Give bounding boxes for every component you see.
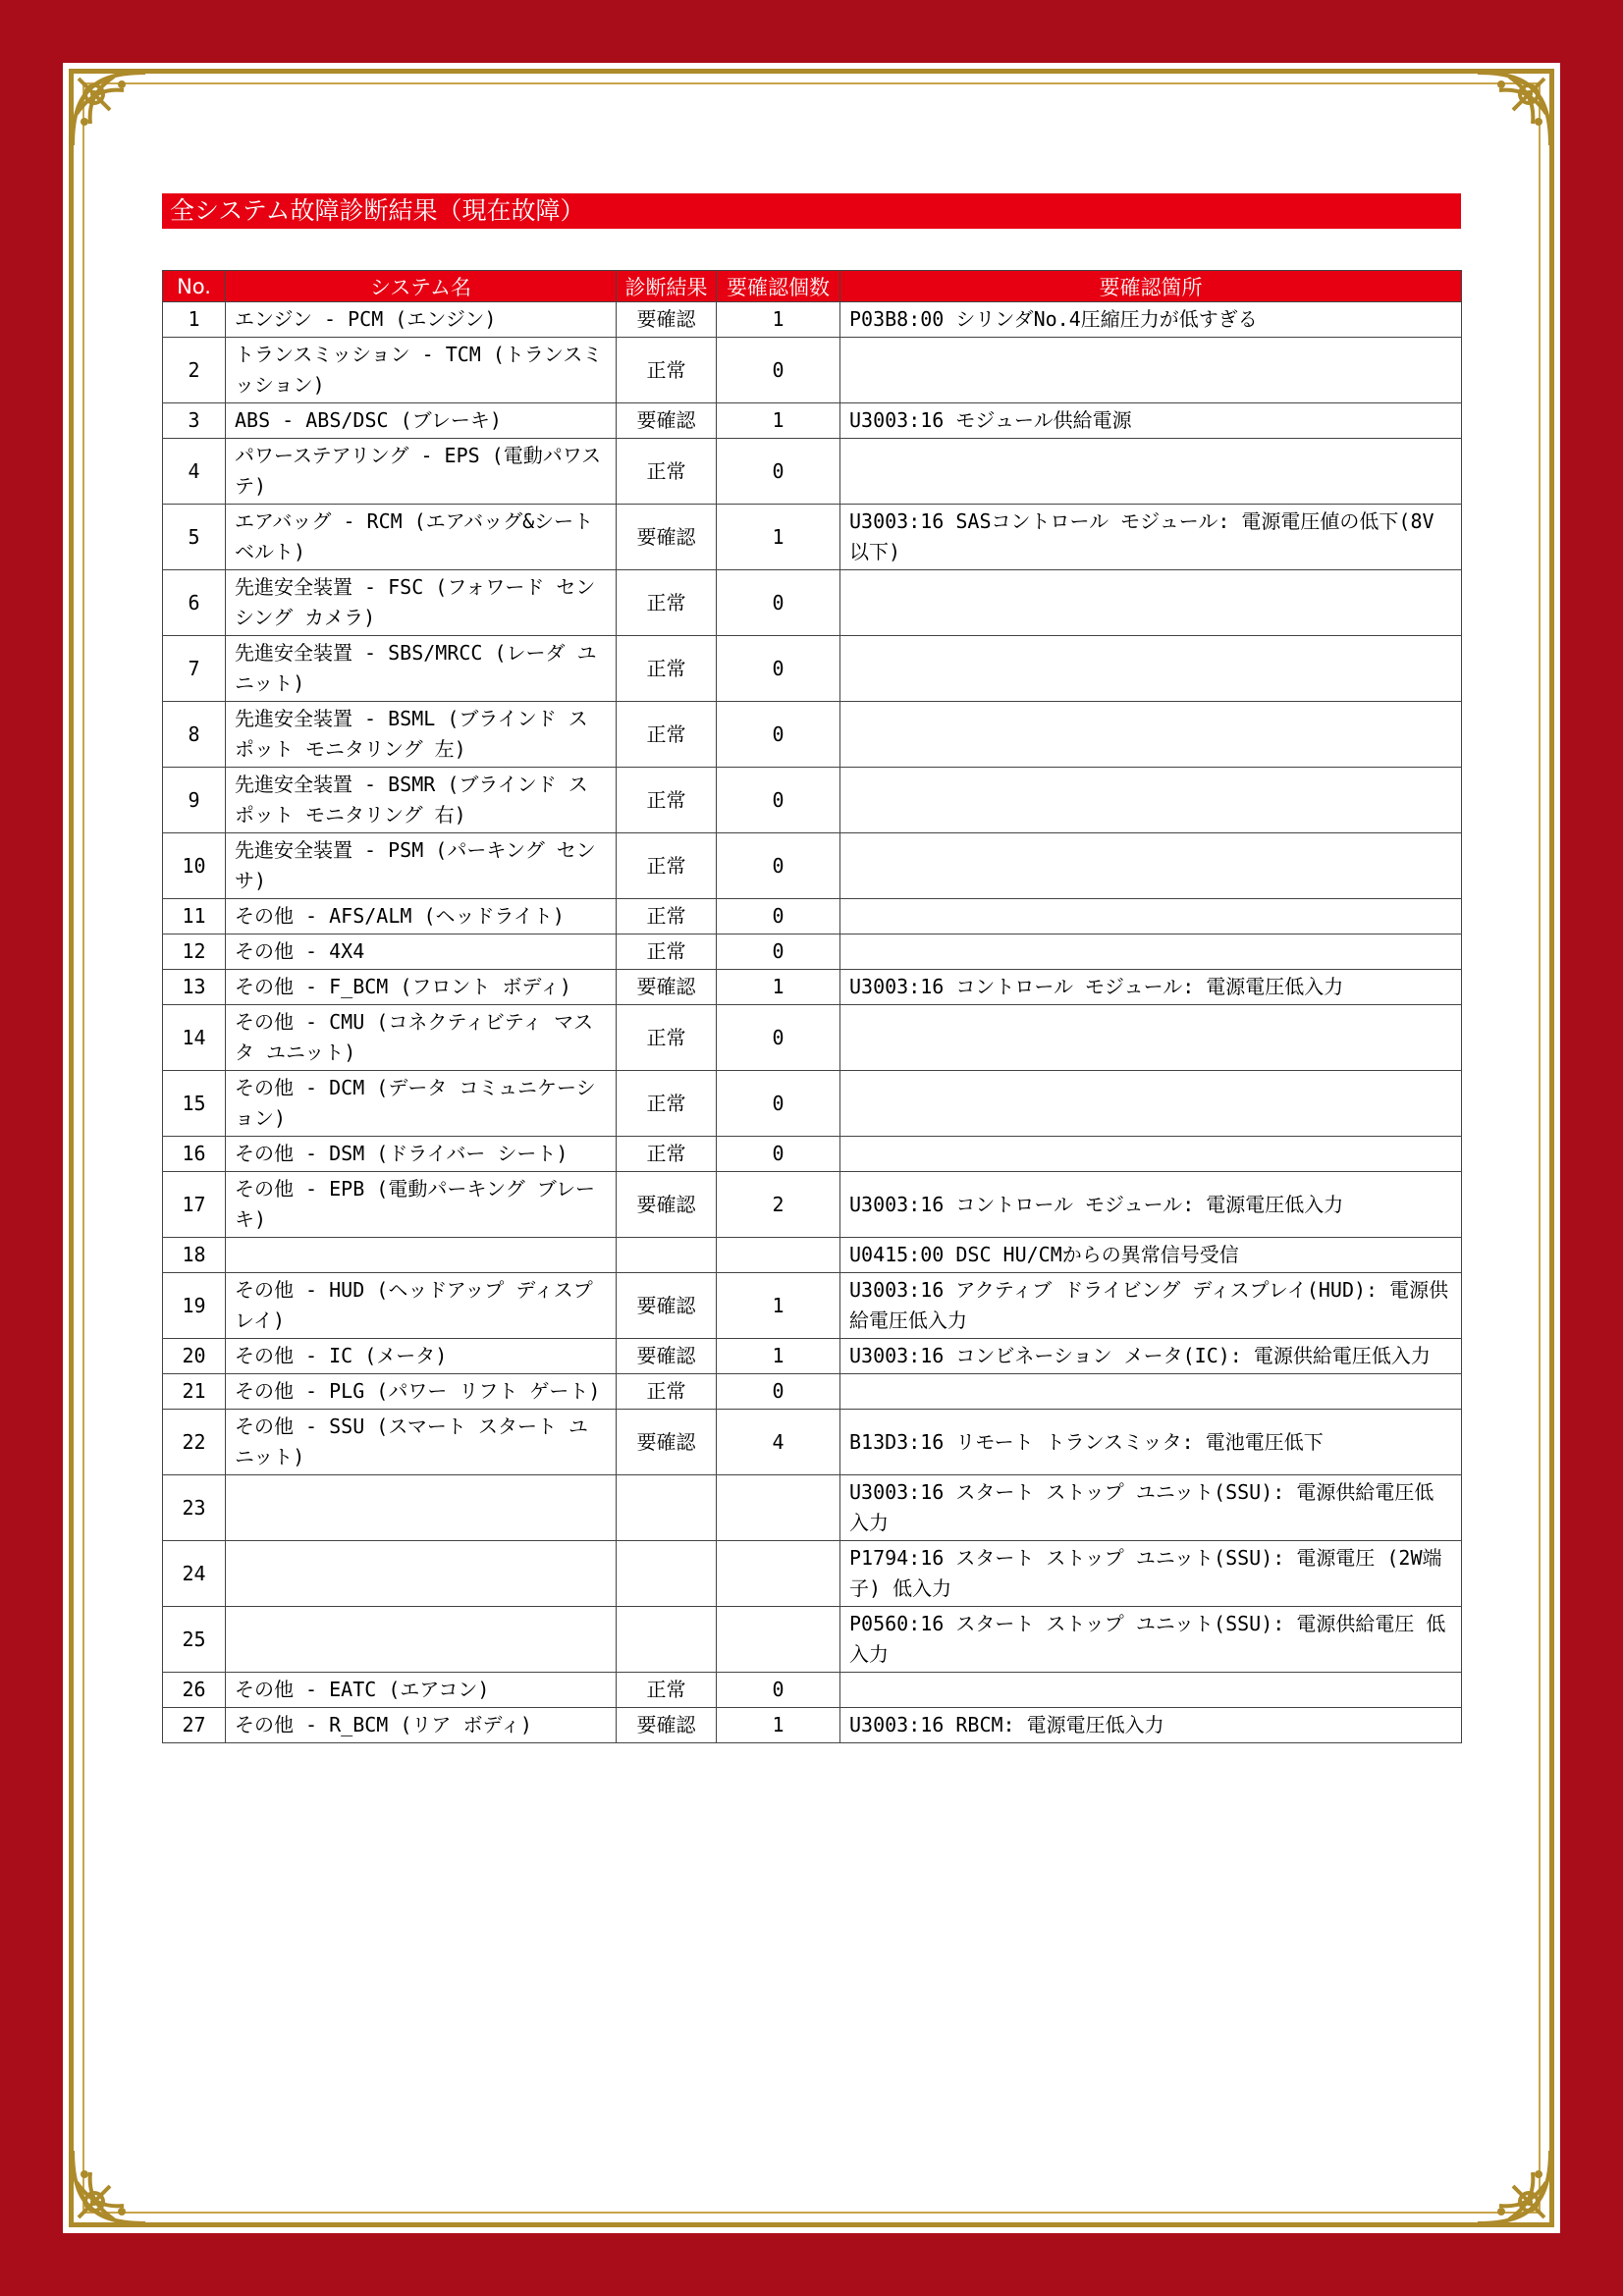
check-detail bbox=[840, 1071, 1462, 1137]
table-row bbox=[163, 505, 1462, 570]
corner-ornament-icon bbox=[1470, 65, 1558, 153]
table-row bbox=[163, 1005, 1462, 1071]
column-header-detail: 要確認箇所 bbox=[840, 271, 1462, 302]
check-detail bbox=[840, 1673, 1462, 1708]
row-no: 1 bbox=[163, 302, 226, 338]
system-name: 先進安全装置 - SBS/MRCC (レーダ ユニット) bbox=[226, 636, 617, 702]
diagnosis-result: 要確認 bbox=[617, 970, 717, 1005]
system-name bbox=[226, 1475, 617, 1541]
table-row bbox=[163, 1339, 1462, 1374]
check-detail: U3003:16 SASコントロール モジュール: 電源電圧値の低下(8V以下) bbox=[840, 505, 1462, 570]
check-count: 1 bbox=[717, 403, 840, 439]
check-detail bbox=[840, 1005, 1462, 1071]
table-row bbox=[163, 439, 1462, 505]
row-no: 7 bbox=[163, 636, 226, 702]
check-detail bbox=[840, 768, 1462, 833]
check-count: 1 bbox=[717, 970, 840, 1005]
column-header-result: 診断結果 bbox=[617, 271, 717, 302]
diagnosis-table bbox=[162, 270, 1462, 1743]
table-row bbox=[163, 1607, 1462, 1673]
check-detail: U3003:16 コントロール モジュール: 電源電圧低入力 bbox=[840, 970, 1462, 1005]
check-detail: U3003:16 アクティブ ドライビング ディスプレイ(HUD): 電源供給電圧低入力 bbox=[840, 1273, 1462, 1339]
check-detail bbox=[840, 439, 1462, 505]
row-no: 22 bbox=[163, 1410, 226, 1475]
row-no: 19 bbox=[163, 1273, 226, 1339]
diagnosis-result: 正常 bbox=[617, 934, 717, 970]
check-detail bbox=[840, 702, 1462, 768]
row-no: 21 bbox=[163, 1374, 226, 1410]
check-count bbox=[717, 1541, 840, 1607]
corner-ornament-icon bbox=[65, 65, 153, 153]
system-name: その他 - DSM (ドライバー シート) bbox=[226, 1137, 617, 1172]
row-no: 18 bbox=[163, 1238, 226, 1273]
system-name: 先進安全装置 - FSC (フォワード センシング カメラ) bbox=[226, 570, 617, 636]
check-detail bbox=[840, 636, 1462, 702]
diagnosis-result: 正常 bbox=[617, 570, 717, 636]
system-name: パワーステアリング - EPS (電動パワステ) bbox=[226, 439, 617, 505]
diagnosis-result: 正常 bbox=[617, 1673, 717, 1708]
row-no: 23 bbox=[163, 1475, 226, 1541]
table-row bbox=[163, 1273, 1462, 1339]
row-no: 10 bbox=[163, 833, 226, 899]
check-detail bbox=[840, 899, 1462, 934]
check-count: 4 bbox=[717, 1410, 840, 1475]
diagnosis-result: 正常 bbox=[617, 1071, 717, 1137]
table-row bbox=[163, 1410, 1462, 1475]
system-name: その他 - IC (メータ) bbox=[226, 1339, 617, 1374]
system-name: 先進安全装置 - BSML (ブラインド スポット モニタリング 左) bbox=[226, 702, 617, 768]
check-detail: U3003:16 スタート ストップ ユニット(SSU): 電源供給電圧低入力 bbox=[840, 1475, 1462, 1541]
diagnosis-result: 要確認 bbox=[617, 1339, 717, 1374]
diagnosis-result: 要確認 bbox=[617, 1708, 717, 1743]
check-detail: U3003:16 モジュール供給電源 bbox=[840, 403, 1462, 439]
system-name: その他 - DCM (データ コミュニケーション) bbox=[226, 1071, 617, 1137]
table-row bbox=[163, 1238, 1462, 1273]
check-count: 0 bbox=[717, 338, 840, 403]
check-detail: P03B8:00 シリンダNo.4圧縮圧力が低すぎる bbox=[840, 302, 1462, 338]
diagnosis-result: 正常 bbox=[617, 338, 717, 403]
table-row bbox=[163, 1172, 1462, 1238]
system-name: ABS - ABS/DSC (ブレーキ) bbox=[226, 403, 617, 439]
check-detail bbox=[840, 570, 1462, 636]
diagnosis-result: 正常 bbox=[617, 439, 717, 505]
column-header-count: 要確認個数 bbox=[717, 271, 840, 302]
check-detail: U3003:16 コンビネーション メータ(IC): 電源供給電圧低入力 bbox=[840, 1339, 1462, 1374]
check-detail: U3003:16 コントロール モジュール: 電源電圧低入力 bbox=[840, 1172, 1462, 1238]
check-detail bbox=[840, 833, 1462, 899]
system-name: その他 - CMU (コネクティビティ マスタ ユニット) bbox=[226, 1005, 617, 1071]
check-detail bbox=[840, 338, 1462, 403]
check-count: 2 bbox=[717, 1172, 840, 1238]
row-no: 9 bbox=[163, 768, 226, 833]
check-count: 1 bbox=[717, 505, 840, 570]
system-name bbox=[226, 1541, 617, 1607]
check-detail: U3003:16 RBCM: 電源電圧低入力 bbox=[840, 1708, 1462, 1743]
row-no: 11 bbox=[163, 899, 226, 934]
check-detail bbox=[840, 934, 1462, 970]
row-no: 14 bbox=[163, 1005, 226, 1071]
check-count: 0 bbox=[717, 439, 840, 505]
diagnosis-result: 正常 bbox=[617, 702, 717, 768]
diagnosis-result: 要確認 bbox=[617, 403, 717, 439]
system-name: その他 - 4X4 bbox=[226, 934, 617, 970]
diagnosis-result: 正常 bbox=[617, 1374, 717, 1410]
row-no: 26 bbox=[163, 1673, 226, 1708]
row-no: 17 bbox=[163, 1172, 226, 1238]
diagnosis-result: 要確認 bbox=[617, 1172, 717, 1238]
table-row bbox=[163, 1541, 1462, 1607]
diagnosis-result: 要確認 bbox=[617, 302, 717, 338]
system-name: その他 - AFS/ALM (ヘッドライト) bbox=[226, 899, 617, 934]
system-name: その他 - EPB (電動パーキング ブレーキ) bbox=[226, 1172, 617, 1238]
row-no: 6 bbox=[163, 570, 226, 636]
system-name: その他 - PLG (パワー リフト ゲート) bbox=[226, 1374, 617, 1410]
row-no: 16 bbox=[163, 1137, 226, 1172]
check-count: 1 bbox=[717, 1708, 840, 1743]
row-no: 4 bbox=[163, 439, 226, 505]
row-no: 24 bbox=[163, 1541, 226, 1607]
system-name: 先進安全装置 - PSM (パーキング センサ) bbox=[226, 833, 617, 899]
diagnosis-result bbox=[617, 1475, 717, 1541]
system-name: その他 - R_BCM (リア ボディ) bbox=[226, 1708, 617, 1743]
check-detail: P1794:16 スタート ストップ ユニット(SSU): 電源電圧 (2W端子) 低入力 bbox=[840, 1541, 1462, 1607]
check-detail: B13D3:16 リモート トランスミッタ: 電池電圧低下 bbox=[840, 1410, 1462, 1475]
diagnosis-result: 要確認 bbox=[617, 1273, 717, 1339]
check-count: 0 bbox=[717, 570, 840, 636]
row-no: 5 bbox=[163, 505, 226, 570]
check-detail: P0560:16 スタート ストップ ユニット(SSU): 電源供給電圧 低入力 bbox=[840, 1607, 1462, 1673]
check-count: 0 bbox=[717, 1071, 840, 1137]
diagnosis-result bbox=[617, 1238, 717, 1273]
check-count: 0 bbox=[717, 768, 840, 833]
row-no: 27 bbox=[163, 1708, 226, 1743]
table-header-row bbox=[163, 271, 1462, 302]
table-row bbox=[163, 1673, 1462, 1708]
system-name: その他 - F_BCM (フロント ボディ) bbox=[226, 970, 617, 1005]
row-no: 13 bbox=[163, 970, 226, 1005]
check-count: 0 bbox=[717, 833, 840, 899]
table-row bbox=[163, 1708, 1462, 1743]
system-name: 先進安全装置 - BSMR (ブラインド スポット モニタリング 右) bbox=[226, 768, 617, 833]
corner-ornament-icon bbox=[1470, 2143, 1558, 2231]
system-name bbox=[226, 1607, 617, 1673]
row-no: 15 bbox=[163, 1071, 226, 1137]
column-header-system: システム名 bbox=[226, 271, 617, 302]
table-row bbox=[163, 636, 1462, 702]
row-no: 3 bbox=[163, 403, 226, 439]
check-count: 0 bbox=[717, 1673, 840, 1708]
diagnosis-result: 正常 bbox=[617, 899, 717, 934]
row-no: 12 bbox=[163, 934, 226, 970]
check-count: 0 bbox=[717, 1374, 840, 1410]
diagnosis-result: 正常 bbox=[617, 1137, 717, 1172]
table-row bbox=[163, 338, 1462, 403]
check-detail bbox=[840, 1374, 1462, 1410]
row-no: 2 bbox=[163, 338, 226, 403]
section-title: 全システム故障診断結果（現在故障） bbox=[162, 193, 1461, 229]
system-name: エアバッグ - RCM (エアバッグ&シートベルト) bbox=[226, 505, 617, 570]
table-row bbox=[163, 302, 1462, 338]
check-count bbox=[717, 1475, 840, 1541]
table-row bbox=[163, 1071, 1462, 1137]
table-row bbox=[163, 403, 1462, 439]
diagnosis-result: 正常 bbox=[617, 833, 717, 899]
table-row bbox=[163, 833, 1462, 899]
check-count: 1 bbox=[717, 302, 840, 338]
row-no: 25 bbox=[163, 1607, 226, 1673]
table-row bbox=[163, 1475, 1462, 1541]
system-name bbox=[226, 1238, 617, 1273]
check-count: 0 bbox=[717, 636, 840, 702]
check-count: 1 bbox=[717, 1273, 840, 1339]
diagnosis-result: 正常 bbox=[617, 636, 717, 702]
diagnosis-result: 正常 bbox=[617, 1005, 717, 1071]
check-count bbox=[717, 1607, 840, 1673]
diagnosis-result: 要確認 bbox=[617, 1410, 717, 1475]
table-row bbox=[163, 1374, 1462, 1410]
check-detail: U0415:00 DSC HU/CMからの異常信号受信 bbox=[840, 1238, 1462, 1273]
table-row bbox=[163, 702, 1462, 768]
diagnosis-result bbox=[617, 1541, 717, 1607]
system-name: その他 - SSU (スマート スタート ユニット) bbox=[226, 1410, 617, 1475]
check-count: 0 bbox=[717, 1137, 840, 1172]
system-name: その他 - HUD (ヘッドアップ ディスプレイ) bbox=[226, 1273, 617, 1339]
system-name: トランスミッション - TCM (トランスミッション) bbox=[226, 338, 617, 403]
check-count bbox=[717, 1238, 840, 1273]
corner-ornament-icon bbox=[65, 2143, 153, 2231]
table-row bbox=[163, 570, 1462, 636]
diagnosis-result: 要確認 bbox=[617, 505, 717, 570]
check-count: 0 bbox=[717, 934, 840, 970]
table-row bbox=[163, 768, 1462, 833]
check-count: 1 bbox=[717, 1339, 840, 1374]
table-row bbox=[163, 934, 1462, 970]
row-no: 8 bbox=[163, 702, 226, 768]
table-row bbox=[163, 1137, 1462, 1172]
check-count: 0 bbox=[717, 1005, 840, 1071]
system-name: エンジン - PCM (エンジン) bbox=[226, 302, 617, 338]
table-row bbox=[163, 899, 1462, 934]
check-count: 0 bbox=[717, 702, 840, 768]
row-no: 20 bbox=[163, 1339, 226, 1374]
table-row bbox=[163, 970, 1462, 1005]
check-detail bbox=[840, 1137, 1462, 1172]
diagnosis-result bbox=[617, 1607, 717, 1673]
check-count: 0 bbox=[717, 899, 840, 934]
column-header-no: No. bbox=[163, 271, 226, 302]
system-name: その他 - EATC (エアコン) bbox=[226, 1673, 617, 1708]
diagnosis-result: 正常 bbox=[617, 768, 717, 833]
